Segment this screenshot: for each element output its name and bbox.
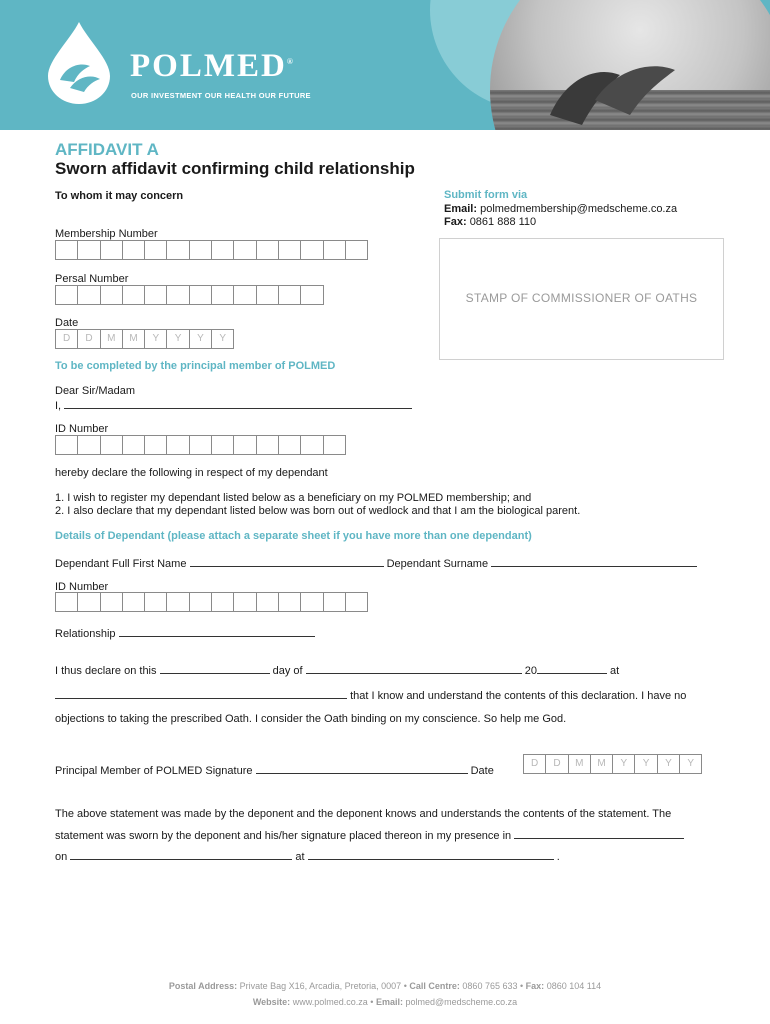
signature-row[interactable]: Principal Member of POLMED Signature Date [55,765,494,777]
persal-number-label: Persal Number [55,273,129,285]
salutation: Dear Sir/Madam [55,385,136,397]
submit-fax: 0861 888 110 [469,216,537,228]
persal-number-boxes[interactable] [55,285,323,305]
to-whom-heading: To whom it may concern [55,190,184,202]
membership-number-label: Membership Number [55,228,158,240]
oath-objections: objections to taking the prescribed Oath. I consider the Oath binding on my conscience. So help me God. [55,713,567,725]
name-line[interactable]: I, [55,398,412,412]
submit-info: Submit form via Email: polmedmembership@medscheme.co.za Fax: 0861 888 110 [444,189,678,228]
declaration-2: 2. I also declare that my dependant listed below was born out of wedlock and that I am the biological parent. [55,505,581,517]
jumping-dolphins-icon [490,0,770,130]
submit-email[interactable]: polmedmembership@medscheme.co.za [480,202,678,215]
brand-tagline: OUR INVESTMENT OUR HEALTH OUR FUTURE [131,91,311,100]
polmed-drop-logo-icon [48,22,110,104]
id-number-label: ID Number [55,423,109,435]
oath-understand-row[interactable]: that I know and understand the contents of this declaration. I have no [55,688,686,702]
stamp-box [439,238,724,360]
dependant-id-boxes[interactable] [55,592,367,612]
footer-web: Website: www.polmed.co.za • Email: polmed@medscheme.co.za [252,997,518,1007]
signature-date-boxes[interactable]: D D M M Y Y Y Y [523,754,701,774]
id-number-boxes[interactable] [55,435,345,455]
principal-section-heading: To be completed by the principal member of POLMED [55,360,336,372]
date-label: Date [55,317,79,329]
hereby-declare: hereby declare the following in respect of my dependant [55,467,328,479]
relationship-row[interactable]: Relationship [55,626,315,640]
declaration-1: 1. I wish to register my dependant listed below as a beneficiary on my POLMED membership; and [55,492,532,504]
footer-postal: Postal Address: Private Bag X16, Arcadia, Pretoria, 0007 • Call Centre: 0860 765 633 • Fax: 0860 104 114 [168,981,602,991]
statement-line-2[interactable]: statement was sworn by the deponent and his/her signature placed thereon in my presence in [55,828,684,842]
date-boxes[interactable]: D D M M Y Y Y Y [55,329,233,349]
oath-date-row[interactable]: I thus declare on this day of 20 at [55,665,620,677]
stamp-label: STAMP OF COMMISSIONER OF OATHS [465,291,698,305]
brand-name: POLMED® [130,48,295,84]
submit-heading: Submit form via [444,189,528,201]
page-subtitle: Sworn affidavit confirming child relationship [55,159,415,178]
page-title: AFFIDAVIT A [55,140,159,159]
dependant-section-heading: Details of Dependant (please attach a separate sheet if you have more than one dependant) [55,530,532,542]
dependant-name-row[interactable]: Dependant Full First Name Dependant Surname [55,556,697,570]
header-banner [0,0,770,130]
dolphins-photo [490,0,770,130]
membership-number-boxes[interactable] [55,240,367,260]
footer-email-link[interactable]: polmed@medscheme.co.za [405,997,518,1007]
statement-line-3[interactable]: on at . [55,851,560,863]
dependant-id-label: ID Number [55,581,109,593]
footer-website-link[interactable]: www.polmed.co.za [292,997,368,1007]
statement-line-1: The above statement was made by the deponent and the deponent knows and understands the contents of the statement. The [55,808,672,820]
